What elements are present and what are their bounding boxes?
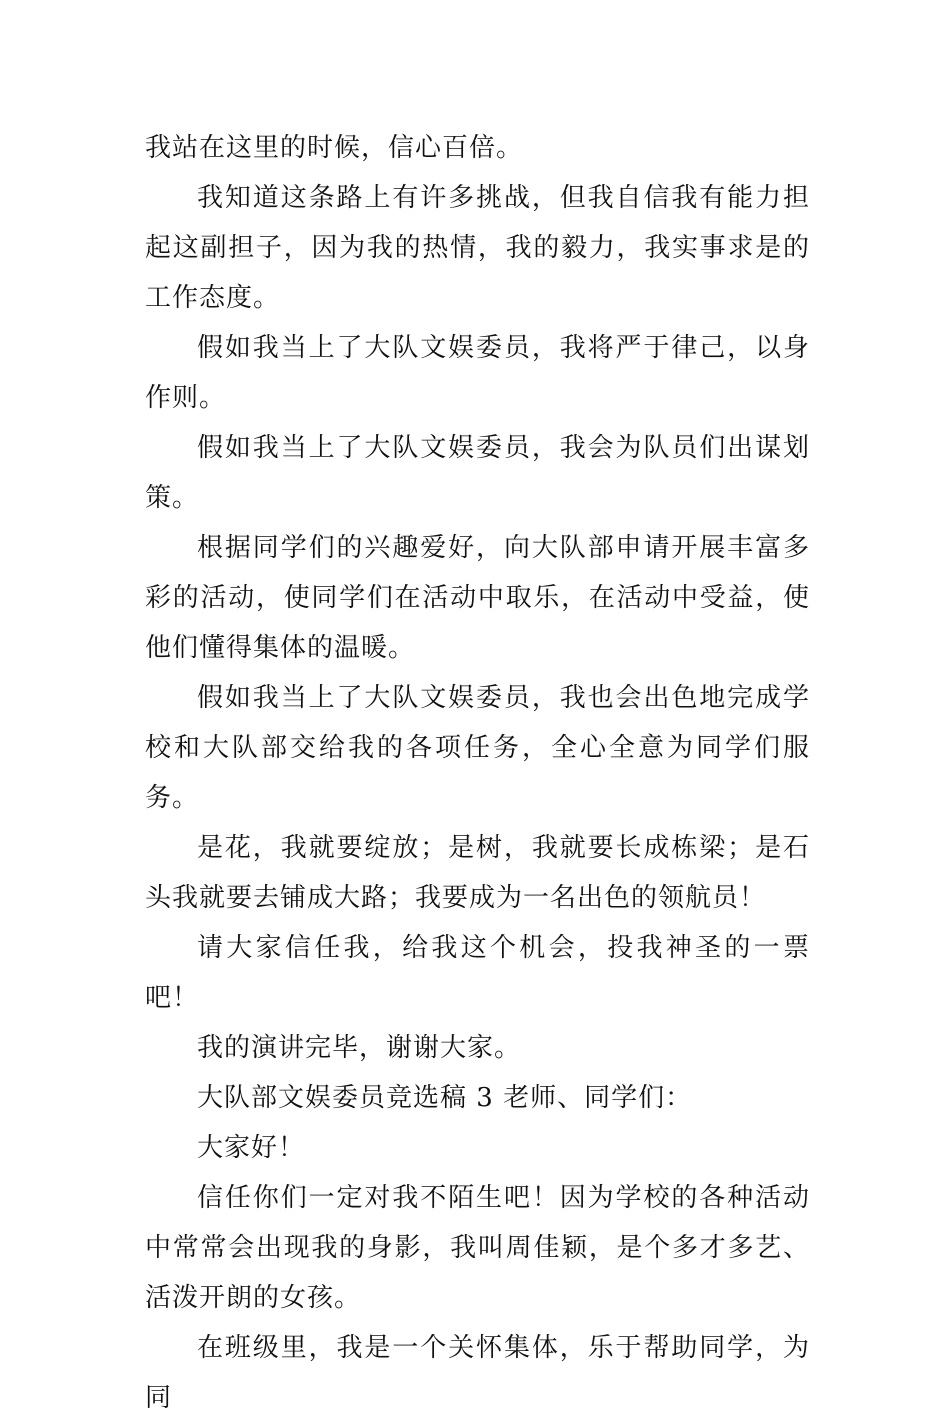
paragraph: 信任你们一定对我不陌生吧！因为学校的各种活动中常常会出现我的身影，我叫周佳颖，是个多才多艺、活泼开朗的女孩。 xyxy=(145,1183,810,1313)
paragraph: 假如我当上了大队文娱委员，我将严于律己，以身作则。 xyxy=(145,333,810,413)
paragraph: 我站在这里的时候，信心百倍。 xyxy=(145,133,524,163)
document-body xyxy=(145,123,810,1423)
paragraph: 根据同学们的兴趣爱好，向大队部申请开展丰富多彩的活动，使同学们在活动中取乐，在活动中受益，使他们懂得集体的温暖。 xyxy=(145,533,810,663)
paragraph: 请大家信任我，给我这个机会，投我神圣的一票吧！ xyxy=(145,933,810,1013)
section-heading: 大队部文娱委员竞选稿 3 老师、同学们： xyxy=(197,1083,693,1113)
paragraph: 假如我当上了大队文娱委员，我会为队员们出谋划策。 xyxy=(145,433,810,513)
greeting: 大家好！ xyxy=(197,1133,306,1163)
paragraph: 是花，我就要绽放；是树，我就要长成栋梁；是石头我就要去铺成大路；我要成为一名出色的领航员！ xyxy=(145,833,810,913)
paragraph: 我的演讲完毕，谢谢大家。 xyxy=(197,1033,522,1063)
paragraph: 在班级里，我是一个关怀集体，乐于帮助同学，为同 xyxy=(145,1333,810,1413)
paragraph: 假如我当上了大队文娱委员，我也会出色地完成学校和大队部交给我的各项任务，全心全意为同学们服务。 xyxy=(145,683,810,813)
paragraph: 我知道这条路上有许多挑战，但我自信我有能力担起这副担子，因为我的热情，我的毅力，我实事求是的工作态度。 xyxy=(145,183,810,313)
